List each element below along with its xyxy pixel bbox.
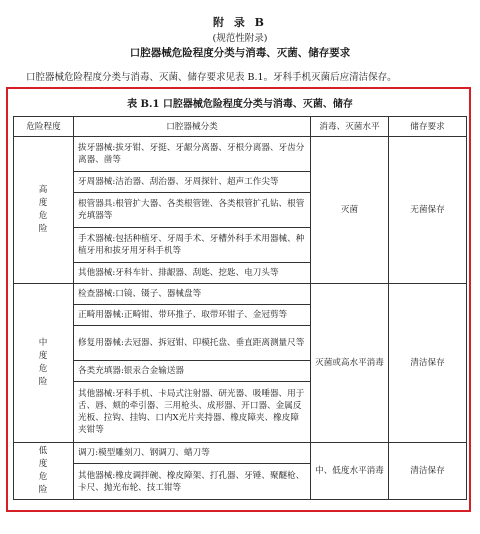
header-storage: 储存要求 — [389, 117, 467, 137]
instrument-cell: 牙周器械:洁治器、刮治器、牙周探针、超声工作尖等 — [74, 172, 311, 193]
storage-cell: 无菌保存 — [389, 137, 467, 284]
risk-level-low: 低度危险 — [14, 443, 74, 500]
instrument-cell: 手术器械:包括种植牙、牙周手术、牙槽外科手术用器械、种植牙用和拔牙用牙科手机等 — [74, 228, 311, 263]
risk-level-high: 高度危险 — [14, 137, 74, 284]
instrument-cell: 调刀:模型雕刻刀、钢调刀、蜡刀等 — [74, 443, 311, 464]
risk-level-medium: 中度危险 — [14, 284, 74, 443]
instrument-cell: 其他器械:牙科车针、排龈器、刮匙、挖匙、电刀头等 — [74, 263, 311, 284]
instrument-cell: 其他器械:牙科手机、卡局式注射器、研光器、吸唾器、用于舌、唇、颊的牵引器、三用枪头、成形器、开口器、金属反光板、拉钩、挂钩、口内X光片夹持器、橡皮障夹、橡皮障夹钳等 — [74, 382, 311, 443]
instrument-cell: 拔牙器械:拔牙钳、牙挺、牙龈分离器、牙根分离器、牙齿分离器、凿等 — [74, 137, 311, 172]
header-instrument-class: 口腔器械分类 — [74, 117, 311, 137]
instrument-cell: 其他器械:橡皮调拌碗、橡皮障架、打孔器、牙锤、聚醚枪、卡尺、抛光布轮、技工钳等 — [74, 464, 311, 500]
instrument-cell: 各类充填器:银汞合金输送器 — [74, 361, 311, 382]
table-row — [14, 443, 467, 464]
instrument-cell: 修复用器械:去冠器、拆冠钳、印模托盘、垂直距离测量尺等 — [74, 326, 311, 361]
classification-table — [13, 116, 467, 500]
normative-label: (规范性附录) — [212, 33, 268, 44]
appendix-label: 附 录 B — [213, 16, 267, 29]
table-row — [14, 137, 467, 172]
table-header-row — [14, 117, 467, 137]
instrument-cell: 正畸用器械:正畸钳、带环推子、取带环钳子、金冠剪等 — [74, 305, 311, 326]
disinfection-level-cell: 灭菌 — [311, 137, 389, 284]
document-title: 口腔器械危险程度分类与消毒、灭菌、储存要求 — [129, 47, 351, 59]
disinfection-level-cell: 中、低度水平消毒 — [311, 443, 389, 500]
storage-cell: 清洁保存 — [389, 284, 467, 443]
disinfection-level-cell: 灭菌或高水平消毒 — [311, 284, 389, 443]
storage-cell: 清洁保存 — [389, 443, 467, 500]
intro-paragraph: 口腔器械危险程度分类与消毒、灭菌、储存要求见表 B.1。牙科手机灭菌后应清洁保存。 — [26, 72, 397, 83]
instrument-cell: 检查器械:口镜、镊子、器械盘等 — [74, 284, 311, 305]
table-row — [14, 284, 467, 305]
table-caption: 表 B.1 口腔器械危险程度分类与消毒、灭菌、储存 — [127, 99, 353, 110]
instrument-cell: 根管器具:根管扩大器、各类根管锉、各类根管扩孔钻、根管充填器等 — [74, 193, 311, 228]
header-risk-level: 危险程度 — [14, 117, 74, 137]
header-disinfection-level: 消毒、灭菌水平 — [311, 117, 389, 137]
